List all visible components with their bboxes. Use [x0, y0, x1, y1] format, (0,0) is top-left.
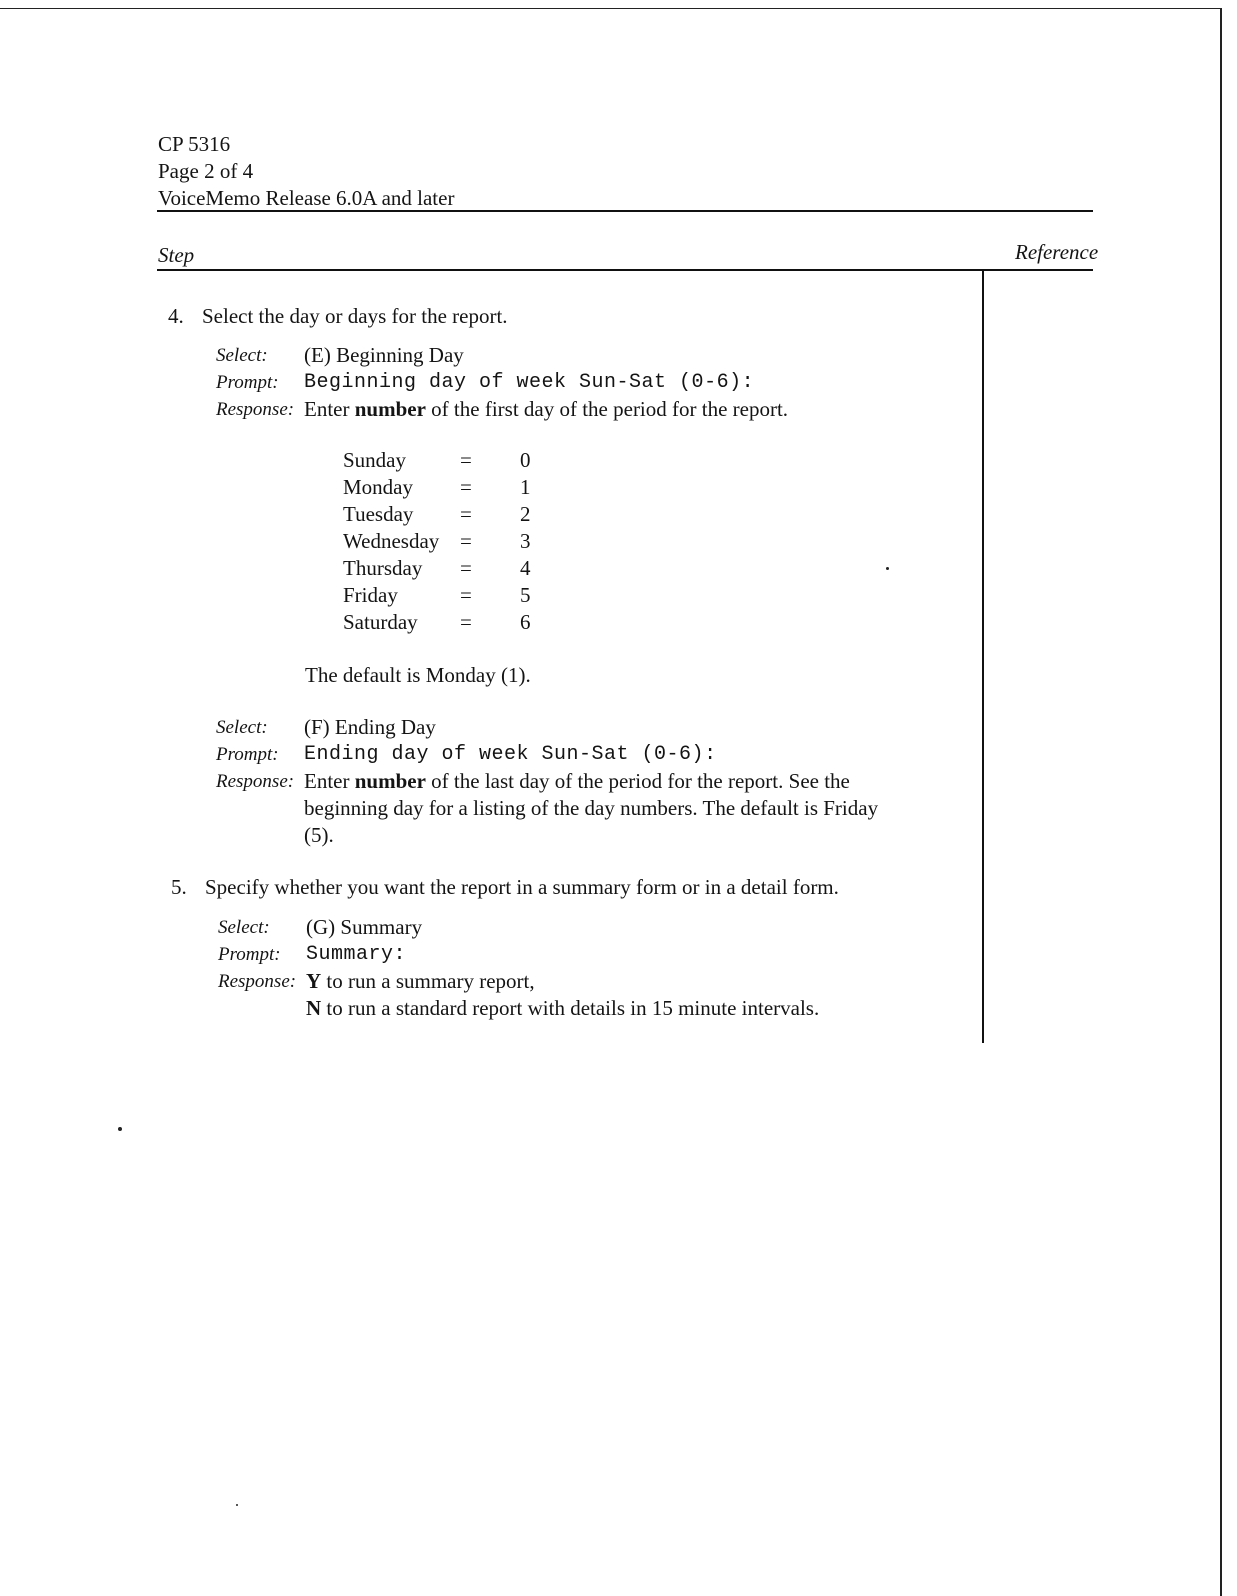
step-4-title [168, 304, 508, 329]
prompt-label: Prompt: [216, 372, 279, 393]
document-header [158, 131, 454, 212]
day-name: Thursday [343, 556, 423, 580]
doc-number: CP 5316 [158, 132, 231, 156]
day-name: Saturday [343, 610, 418, 634]
column-heading-rule [157, 269, 1093, 271]
select-value: (E) Beginning Day [304, 343, 464, 367]
beginning-day-block [216, 342, 788, 423]
equals-sign: = [460, 556, 472, 580]
select-label: Select: [218, 917, 270, 938]
prompt-label: Prompt: [218, 944, 281, 965]
day-number: 2 [520, 502, 531, 526]
header-rule [157, 210, 1093, 212]
select-label: Select: [216, 345, 268, 366]
day-number: 6 [520, 610, 531, 634]
step-column-heading: Step [158, 243, 195, 267]
response-label: Response: [218, 971, 297, 992]
reference-column-heading: Reference [1015, 240, 1099, 264]
day-number: 5 [520, 583, 531, 607]
day-row [343, 447, 531, 474]
day-number-table [343, 447, 531, 636]
day-name: Monday [343, 475, 413, 499]
step-5-title [171, 875, 839, 900]
response-value: Enter number of the first day of the period for the report. [304, 397, 789, 421]
prompt-value: Beginning day of week Sun-Sat (0-6): [304, 371, 755, 394]
default-note: The default is Monday (1). [305, 663, 531, 687]
prompt-value: Ending day of week Sun-Sat (0-6): [304, 743, 717, 766]
select-value: (G) Summary [306, 915, 423, 939]
scan-speck [236, 1504, 238, 1506]
day-name: Tuesday [343, 502, 414, 526]
response-label: Response: [216, 771, 295, 792]
equals-sign: = [460, 475, 472, 499]
day-number: 1 [520, 475, 531, 499]
response-label: Response: [216, 399, 295, 420]
day-row [343, 582, 531, 609]
scan-speck [886, 567, 889, 570]
day-row [343, 501, 531, 528]
day-number: 0 [520, 448, 531, 472]
scan-speck [118, 1127, 122, 1131]
prompt-value: Summary: [306, 943, 407, 966]
equals-sign: = [460, 529, 472, 553]
equals-sign: = [460, 502, 472, 526]
prompt-label: Prompt: [216, 744, 279, 765]
day-number: 4 [520, 556, 531, 580]
reference-column-divider [982, 271, 984, 1043]
step-number: 5. [171, 875, 187, 899]
day-number: 3 [520, 529, 531, 553]
equals-sign: = [460, 583, 472, 607]
day-row [343, 474, 531, 501]
day-row [343, 528, 531, 555]
day-name: Wednesday [343, 529, 440, 553]
select-label: Select: [216, 717, 268, 738]
day-row [343, 609, 531, 636]
day-name: Sunday [343, 448, 406, 472]
select-value: (F) Ending Day [304, 715, 436, 739]
response-value: Y to run a summary report, N to run a standard report with details in 15 minute intervals. [306, 969, 820, 1020]
equals-sign: = [460, 448, 472, 472]
equals-sign: = [460, 610, 472, 634]
release-note: VoiceMemo Release 6.0A and later [158, 186, 455, 210]
day-row [343, 555, 531, 582]
step-text: Specify whether you want the report in a summary form or in a detail form. [205, 875, 839, 899]
response-value: Enter number of the last day of the period for the report. See the beginning day for a listing of the day numbers. The default is Friday (5). [304, 769, 879, 847]
day-name: Friday [343, 583, 398, 607]
page-number: Page 2 of 4 [158, 159, 254, 183]
step-text: Select the day or days for the report. [202, 304, 508, 328]
step-number: 4. [168, 304, 184, 328]
ending-day-block [216, 714, 944, 849]
summary-block [218, 914, 819, 1022]
